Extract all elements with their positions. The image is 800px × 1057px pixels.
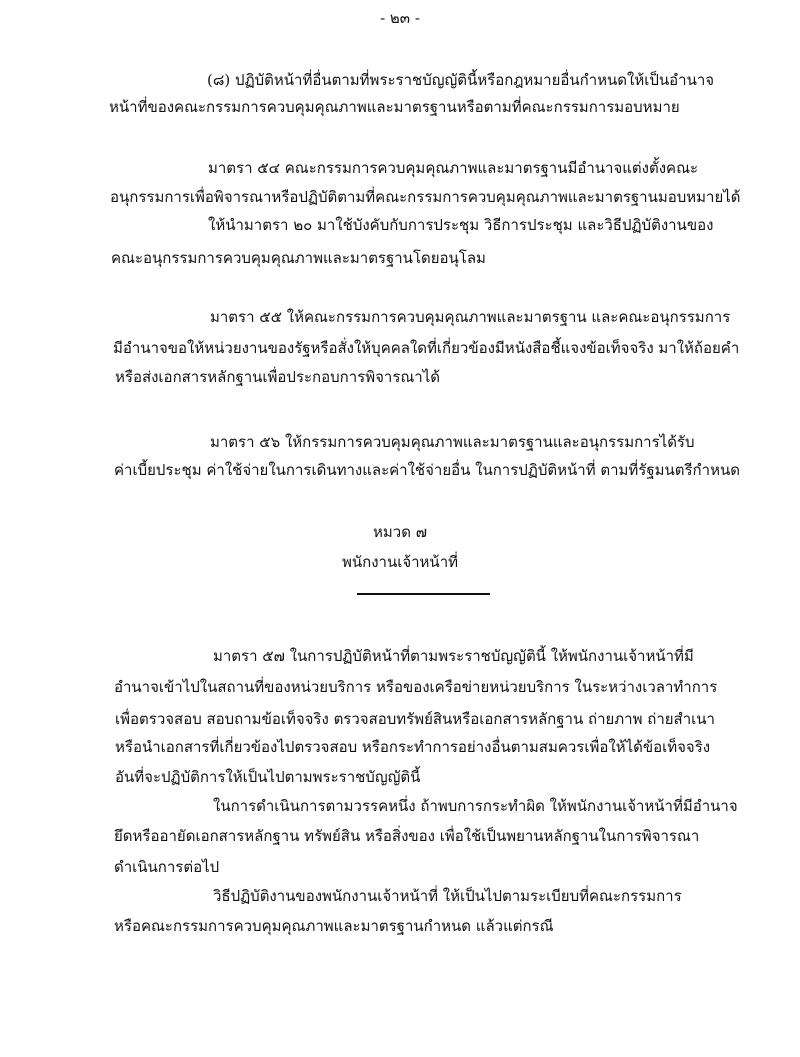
chapter-number: หมวด ๗ — [373, 523, 427, 541]
section-57-p1-line-4: หรือนำเอกสารที่เกี่ยวข้องไปตรวจสอบ หรือกระทำการอย่างอื่นตามสมควรเพื่อให้ได้ข้อเท็จจริง — [115, 738, 711, 756]
page-number: - ๒๓ - — [380, 9, 420, 27]
section-57-p1-line-2: อำนาจเข้าไปในสถานที่ของหน่วยบริการ หรือของเครือข่ายหน่วยบริการ ในระหว่างเวลาทำการ — [114, 678, 718, 696]
section-57-p2-line-1: ในการดำเนินการตามวรรคหนึ่ง ถ้าพบการกระทำผิด ให้พนักงานเจ้าหน้าที่มีอำนาจ — [213, 797, 738, 815]
section-57-p3-line-1: วิธีปฏิบัติงานของพนักงานเจ้าหน้าที่ ให้เป็นไปตามระเบียบที่คณะกรรมการ — [213, 887, 682, 905]
section-57-p1-line-3: เพื่อตรวจสอบ สอบถามข้อเท็จจริง ตรวจสอบทรัพย์สินหรือเอกสารหลักฐาน ถ่ายภาพ ถ่ายสำเนา — [115, 710, 715, 728]
section-55-line-3: หรือส่งเอกสารหลักฐานเพื่อประกอบการพิจารณาได้ — [115, 368, 441, 386]
section-55-line-1: มาตรา ๕๕ ให้คณะกรรมการควบคุมคุณภาพและมาตรฐาน และคณะอนุกรรมการ — [210, 308, 731, 326]
section-57-p2-line-3: ดำเนินการต่อไป — [114, 858, 220, 876]
clause-8-line-1: (๘) ปฏิบัติหน้าที่อื่นตามที่พระราชบัญญัตินี้หรือกฎหมายอื่นกำหนดให้เป็นอำนาจ — [207, 71, 715, 89]
section-54-line-4: คณะอนุกรรมการควบคุมคุณภาพและมาตรฐานโดยอนุโลม — [111, 249, 486, 267]
section-56-line-2: ค่าเบี้ยประชุม ค่าใช้จ่ายในการเดินทางและค่าใช้จ่ายอื่น ในการปฏิบัติหน้าที่ ตามที่รัฐมนตรีกำหนด — [114, 461, 740, 479]
section-56-line-1: มาตรา ๕๖ ให้กรรมการควบคุมคุณภาพและมาตรฐานและอนุกรรมการได้รับ — [210, 433, 695, 451]
chapter-title: พนักงานเจ้าหน้าที่ — [341, 553, 458, 571]
section-54-line-2: อนุกรรมการเพื่อพิจารณาหรือปฏิบัติตามที่คณะกรรมการควบคุมคุณภาพและมาตรฐานมอบหมายได้ — [110, 188, 741, 206]
clause-8-line-2: หน้าที่ของคณะกรรมการควบคุมคุณภาพและมาตรฐานหรือตามที่คณะกรรมการมอบหมาย — [109, 98, 680, 116]
section-55-line-2: มีอำนาจขอให้หน่วยงานของรัฐหรือสั่งให้บุคคลใดที่เกี่ยวข้องมีหนังสือชี้แจงข้อเท็จจริง มาให้ถ้อยคำ — [113, 339, 740, 357]
section-54-line-3: ให้นำมาตรา ๒๐ มาใช้บังคับกับการประชุม วิธีการประชุม และวิธีปฏิบัติงานของ — [208, 216, 714, 234]
section-57-p1-line-5: อันที่จะปฏิบัติการให้เป็นไปตามพระราชบัญญัตินี้ — [115, 768, 421, 786]
section-57-p2-line-2: ยึดหรืออายัดเอกสารหลักฐาน ทรัพย์สิน หรือสิ่งของ เพื่อใช้เป็นพยานหลักฐานในการพิจารณา — [114, 827, 700, 845]
chapter-divider — [357, 593, 490, 595]
section-57-p3-line-2: หรือคณะกรรมการควบคุมคุณภาพและมาตรฐานกำหนด แล้วแต่กรณี — [114, 917, 554, 935]
section-57-p1-line-1: มาตรา ๕๗ ในการปฏิบัติหน้าที่ตามพระราชบัญญัตินี้ ให้พนักงานเจ้าหน้าที่มี — [213, 647, 694, 665]
section-54-line-1: มาตรา ๕๔ คณะกรรมการควบคุมคุณภาพและมาตรฐานมีอำนาจแต่งตั้งคณะ — [208, 159, 699, 177]
